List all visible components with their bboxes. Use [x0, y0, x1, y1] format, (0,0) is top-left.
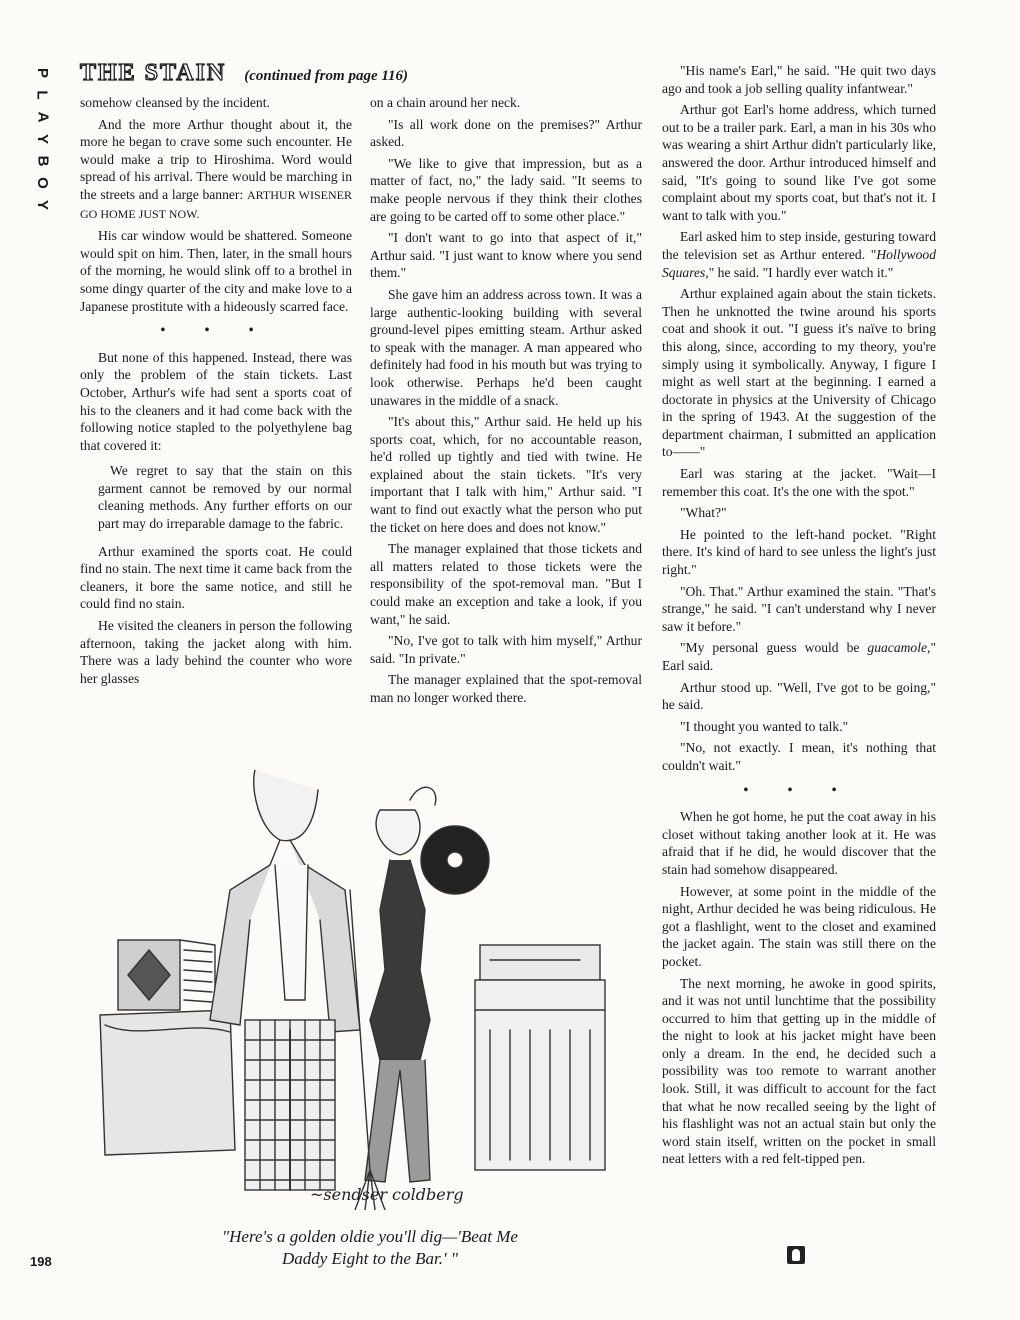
paragraph: She gave him an address across town. It was a large authentic-looking building with several ground-level pipes emitting steam. Arthur asked to speak with the manager. A man appeared who definitely had food in his mouth but was trying to look otherwise. Perhaps he'd been caught unawares in the middle of a snack.	[370, 286, 642, 408]
magazine-side-label	[30, 62, 54, 216]
rabbit-end-mark-icon	[787, 1246, 805, 1264]
paragraph: Arthur explained again about the stain tickets. Then he unknotted the twine around his sports coat and shook it out. "I guess it's naïve to bring this along, since, according to my theory, you're simply using it symbolically. Anyway, I figure I might as well start at the beginning. I earned a doctorate in physics at the University of Chicago in the spring of 1943. At the suggestion of the department chairman, I submitted an application to——"	[662, 286, 936, 460]
paragraph: Arthur examined the sports coat. He could find no stain. The next time it came back from the cleaners, it bore the same notice, and still he could find no stain.	[80, 543, 352, 612]
paragraph: He visited the cleaners in person the following afternoon, taking the jacket along with him. There was a lady behind the counter who wore her glasses	[80, 618, 352, 686]
paragraph-text: "My personal guess would be	[680, 640, 868, 656]
section-break: • • •	[743, 781, 855, 797]
paragraph-text: Earl asked him to step inside, gesturing toward the television set as Arthur entered. "	[662, 229, 936, 262]
paragraph-text: " he said. "I hardly ever watch it."	[708, 264, 894, 280]
side-letter: L	[33, 90, 51, 100]
paragraph: Earl was staring at the jacket. "Wait—I remember this coat. It's the one with the spot."	[662, 466, 936, 499]
side-letter: O	[33, 177, 51, 189]
paragraph: The next morning, he awoke in good spirits, and it was not until lunchtime that the possibility occurred to him that getting up in the middle of the night to look at his jacket might have been only a dream. In the end, he decided such a possibility was too remote to warrant another look. Still, it was difficult to account for the fact that what he now recalled seeing by the light of his flashlight was not an actual stain but only the word stain itself, written on the pocket in small neat letters with a red felt-tipped pen.	[662, 975, 936, 1167]
paragraph: His car window would be shattered. Someone would spit on him. Then, later, in the small hours of the morning, he would slink off to a brothel in some dingy quarter of the city and make love to a Japanese prostitute with a hideously scarred face.	[80, 228, 352, 314]
side-letter: B	[34, 155, 51, 167]
paragraph: "I thought you wanted to talk."	[680, 718, 849, 734]
section-break: • • •	[160, 322, 272, 338]
paragraph: on a chain around her neck.	[370, 95, 521, 110]
paragraph: "It's about this," Arthur said. He held up his sports coat, which, for no accountable reason, he'd rolled up tightly and tied with twine. He explained about the stain tickets. "It's very important that I talk with him," Arthur said. "I want to find out exactly what the person who put the ticket on here does and does not know."	[370, 414, 642, 535]
text-column-1	[80, 94, 352, 691]
paragraph	[80, 116, 352, 224]
cartoon-signature: ~sendser coldberg	[310, 1185, 464, 1204]
paragraph: He pointed to the left-hand pocket. "Right there. It's kind of hard to see unless the light's just right."	[662, 526, 936, 578]
paragraph: "We like to give that impression, but as a matter of fact, no," the lady said. "It seems to make people nervous if they think their clothes are going to be carted off to some other place."	[370, 155, 642, 224]
text-column-3	[662, 62, 936, 1172]
continued-note: (continued from page 116)	[244, 68, 409, 84]
paragraph-text: And the more Arthur thought about it, the more he began to crave some such encounter. He would make a trip to Hiroshima. Word would spread of his arrival. There would be marching in the streets and a large banner:	[80, 116, 352, 202]
article-title: THE STAIN	[80, 60, 227, 86]
paragraph: Arthur got Earl's home address, which turned out to be a trailer park. Earl, a man in his 30s who was wearing a shirt Arthur didn't particularly like, answered the door. Arthur introduced himself and said, "It's going to sound like I've got some complaint about my sports coat, but that's not it. I want to talk with you."	[662, 102, 936, 223]
caption-line: "Here's a golden oldie you'll dig—'Beat Me	[222, 1227, 518, 1246]
caption-line: Daddy Eight to the Bar.' "	[281, 1249, 459, 1268]
paragraph: When he got home, he put the coat away in his closet without taking another look at it. He was afraid that if he did, he would discover that the stain had somehow disappeared.	[662, 809, 936, 877]
paragraph: The manager explained that the spot-removal man no longer worked there.	[370, 672, 642, 705]
paragraph: Arthur stood up. "Well, I've got to be going," he said.	[662, 679, 936, 713]
show-title: Hollywood Squares,	[662, 246, 936, 280]
paragraph: "No, I've got to talk with him myself," Arthur said. "In private."	[370, 633, 642, 666]
paragraph: somehow cleansed by the incident.	[80, 95, 270, 110]
banner-text: ARTHUR WISENER GO HOME JUST NOW.	[80, 187, 352, 221]
text-column-2	[370, 94, 642, 711]
paragraph: "His name's Earl," he said. "He quit two days ago and took a job selling quality infantwear."	[662, 63, 936, 96]
side-letter: A	[34, 111, 51, 123]
cartoon-caption	[140, 1226, 600, 1270]
paragraph: "Oh. That." Arthur examined the stain. "That's strange," he said. "I can't understand why I never saw it before."	[662, 583, 936, 634]
paragraph: "Is all work done on the premises?" Arthur asked.	[370, 116, 642, 150]
paragraph	[662, 639, 936, 674]
paragraph: "I don't want to go into that aspect of it," Arthur said. "I just want to know where you send them."	[370, 230, 642, 281]
side-letter: P	[33, 67, 51, 79]
article-header	[80, 60, 408, 88]
italic-word: guacamole,	[867, 640, 931, 656]
paragraph: The manager explained that those tickets and all matters related to those tickets were the responsibility of the spot-removal man. "But I could make an exception and take a look, if you want," he said.	[370, 541, 642, 627]
paragraph-text: " Earl said.	[662, 640, 936, 673]
paragraph: "What?"	[680, 505, 727, 521]
side-letter: Y	[33, 199, 51, 211]
paragraph: "No, not exactly. I mean, it's nothing that couldn't wait."	[662, 740, 936, 773]
paragraph: But none of this happened. Instead, there was only the problem of the stain tickets. Last October, Arthur's wife had sent a sports coat of his to the cleaners and it had come back with the following notice stapled to the polyethylene bag that covered it:	[80, 349, 352, 453]
cartoon-illustration	[80, 770, 640, 1210]
paragraph: However, at some point in the middle of the night, Arthur decided he was being ridiculous. He got a flashlight, went to the closet and examined the jacket again. The stain was still there on the pocket.	[662, 883, 936, 969]
paragraph	[662, 228, 936, 281]
notice-quote: We regret to say that the stain on this garment cannot be removed by our normal cleaning methods. Any further efforts on our part may do irreparable damage to the fabric.	[98, 463, 352, 532]
side-letter: Y	[33, 133, 51, 145]
page-number: 198	[30, 1254, 52, 1269]
